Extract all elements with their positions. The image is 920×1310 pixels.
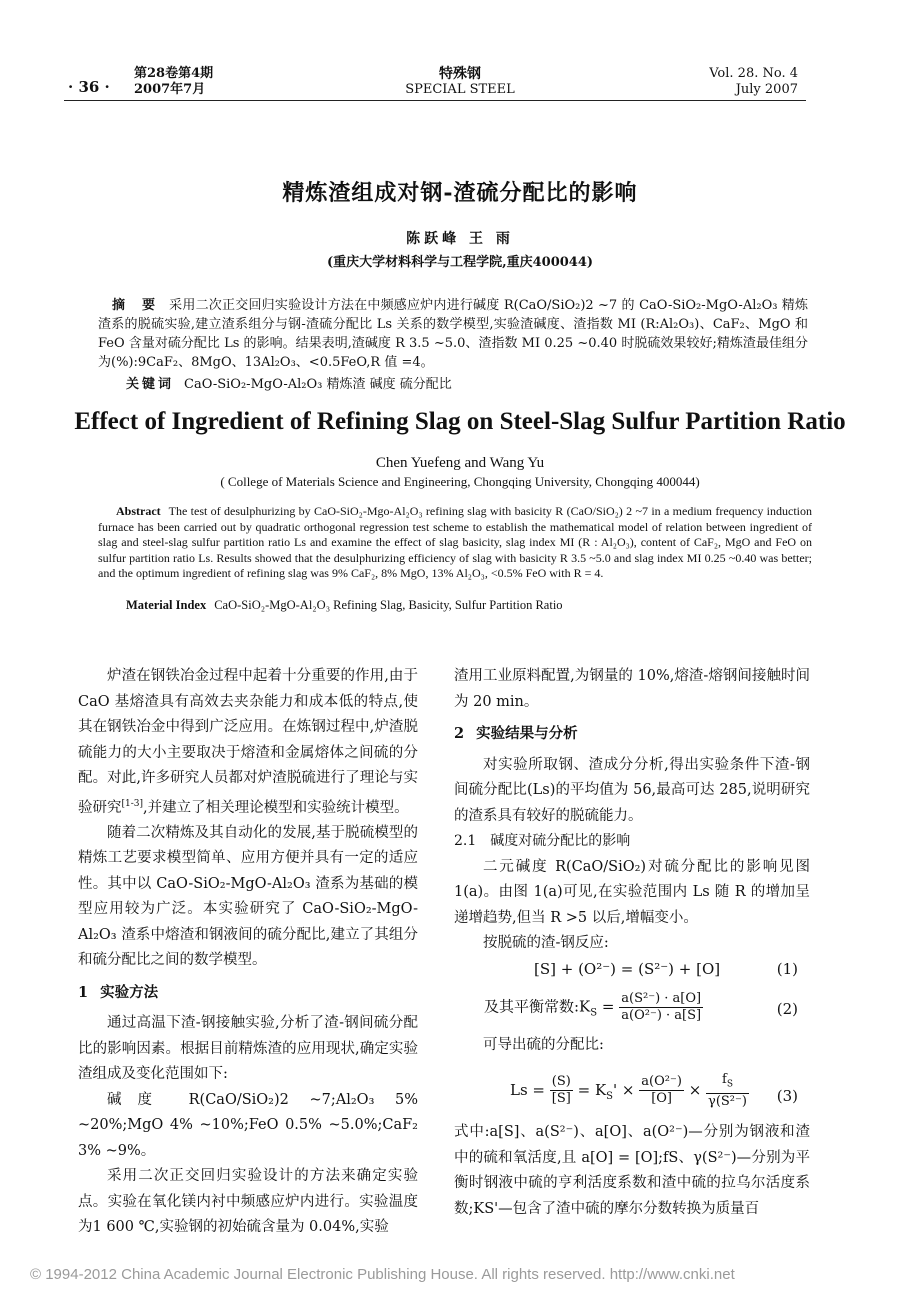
equation-3-number: (3) bbox=[776, 1087, 798, 1105]
copyright-footer: © 1994-2012 China Academic Journal Electronic Publishing House. All rights reserved. http://www.cnki.net bbox=[30, 1266, 735, 1283]
body-column-right bbox=[454, 664, 810, 1222]
paragraph: 炉渣在钢铁冶金过程中起着十分重要的作用,由于 CaO 基熔渣具有高效去夹杂能力和成本低的特点,使其在钢铁冶金中得到广泛应用。在炼钢过程中,炉渣脱硫能力的大小主要取决于熔渣和金属熔体之间硫的分配。对此,许多研究人员都对炉渣脱硫进行了理论与实验研究[1-3],并建立了相关理论模型和实验统计模型。 bbox=[78, 668, 418, 816]
equation-3-body: Ls = $\frac{(S)}{[S]}$ = $K_S'$ × $\frac{\text{a(O²⁻)}}{[O]}$ × $\frac{f_S}{\text{γ(S²⁻)}}$ bbox=[510, 1072, 747, 1109]
keywords-en-text: CaO-SiO₂-MgO-Al₂O₃ Refining Slag, Basicity, Sulfur Partition Ratio bbox=[214, 598, 563, 612]
keywords-cn-text: CaO-SiO₂-MgO-Al₂O₃ 精炼渣 碱度 硫分配比 bbox=[184, 377, 452, 392]
equation-1-body: [S] + (O²⁻) = (S²⁻) + [O] bbox=[534, 959, 721, 978]
equation-1 bbox=[454, 957, 810, 987]
volume-issue-cn: 第28卷第4期 bbox=[134, 66, 214, 81]
paragraph: 二元碱度 R(CaO/SiO₂)对硫分配比的影响见图 1(a)。由图 1(a)可见,在实验范围内 Ls 随 R 的增加呈递增趋势,但当 R >5 以后,增幅变小。 bbox=[454, 858, 810, 926]
keywords-en-label: Material Index bbox=[126, 598, 207, 612]
affiliation-cn: (重庆大学材料科学与工程学院,重庆400044) bbox=[326, 255, 594, 270]
journal-name-cn: 特殊钢 bbox=[439, 66, 481, 82]
equation-3 bbox=[454, 1064, 810, 1120]
authors-cn: 陈跃峰 王 雨 bbox=[406, 231, 514, 247]
paragraph: 按脱硫的渣-钢反应: bbox=[483, 935, 609, 951]
header-volume-en bbox=[709, 66, 798, 98]
section-heading-1: 1 实验方法 bbox=[78, 983, 159, 1001]
paragraph: 碱度 R(CaO/SiO₂)2 ~7;Al₂O₃ 5% ~20%;MgO 4% ~10%;FeO 0.5% ~5.0%;CaF₂ 3% ~9%。 bbox=[78, 1091, 418, 1159]
equation-2-body: 及其平衡常数$:K_S$ = $\frac{\text{a(S²⁻) · a[O]}}{\text{a(O²⁻) · a[S]}}$ bbox=[484, 990, 702, 1023]
paragraph: 可导出硫的分配比: bbox=[483, 1036, 604, 1053]
journal-name-en: SPECIAL STEEL bbox=[405, 82, 515, 97]
date-cn: 2007年7月 bbox=[134, 82, 206, 97]
article-title-en: Effect of Ingredient of Refining Slag on Steel-Slag Sulfur Partition Ratio bbox=[74, 408, 846, 435]
citation-ref[interactable]: [1-3] bbox=[121, 798, 144, 809]
abstract-en-label: Abstract bbox=[116, 504, 161, 518]
equation-2-number: (2) bbox=[776, 999, 798, 1018]
paragraph: 随着二次精炼及其自动化的发展,基于脱硫模型的精炼工艺要求模型简单、应用方便并具有一定的适应性。其中以 CaO-SiO₂-MgO-Al₂O₃ 渣系为基础的模型应用较为广泛。本实验研究了 CaO-SiO₂-MgO-Al₂O₃ 渣系中熔渣和钢液间的硫分配比,建立了其组分和硫分配比之间的数学模型。 bbox=[78, 824, 418, 969]
abstract-en-text: The test of desulphurizing by CaO-SiO₂-Mgo-Al₂O₃ refining slag with basicity R (CaO/SiO₂) 2 ~7 in a medium frequency induction furnace has been carried out by quadratic orthogonal regression test scheme to establish the mathematical model of relation between ingredient of slag and steel-slag sulfur partition ratio Ls and examine the effect of slag basicity, slag index MI (R : Al₂O₃), content of CaF₂, MgO and FeO on sulfur partition ratio Ls. Results showed that the desulphurizing efficiency of slag with basicity R 3.5 ~5.0 and slag index MI 0.25 ~0.40 was better; and the optimum ingredient of refining slag was 9% CaF₂, 8% MgO, 13% Al₂O₃, <0.5% FeO with R = 4. bbox=[98, 504, 812, 580]
abstract-cn bbox=[98, 296, 808, 372]
paragraph: 对实验所取钢、渣成分分析,得出实验条件下渣-钢间硫分配比(Ls)的平均值为 56,最高可达 285,说明研究的渣系具有较好的脱硫能力。 bbox=[454, 756, 810, 824]
paragraph: 式中:a[S]、a(S²⁻)、a[O]、a(O²⁻)—分别为钢液和渣中的硫和氧活度,且 a[O] = [O];fS、γ(S²⁻)—分别为平衡时钢液中硫的亨利活度系数和渣中硫的拉乌尔活度系数;KS'—包含了渣中硫的摩尔分数转换为质量百 bbox=[454, 1124, 810, 1217]
subsection-heading-2-1: 2.1 碱度对硫分配比的影响 bbox=[454, 833, 631, 849]
abstract-cn-text: 采用二次正交回归实验设计方法在中频感应炉内进行碱度 R(CaO/SiO₂)2 ~7 的 CaO-SiO₂-MgO-Al₂O₃ 精炼渣系的脱硫实验,建立渣系组分与钢-渣硫分配比 Ls 关系的数学模型,实验渣碱度、渣指数 MI (R:Al₂O₃)、CaF₂、MgO 和 FeO 含量对硫分配比 Ls 的影响。结果表明,渣碱度 R 3.5 ~5.0、渣指数 MI 0.25 ~0.40 时脱硫效果较好;精炼渣最佳组分为(%):9CaF₂、8MgO、13Al₂O₃、<0.5FeO,R 值 =4。 bbox=[98, 298, 809, 370]
header-volume-cn bbox=[134, 66, 213, 98]
keywords-cn-label: 关键词 bbox=[126, 377, 175, 392]
header-journal bbox=[360, 66, 560, 98]
abstract-cn-label: 摘 要 bbox=[112, 298, 162, 313]
affiliation-en: ( College of Materials Science and Engineering, Chongqing University, Chongqing 400044) bbox=[220, 474, 700, 489]
paragraph: 采用二次正交回归实验设计的方法来确定实验点。实验在氧化镁内衬中频感应炉内进行。实验温度为1 600 ℃,实验钢的初始硫含量为 0.04%,实验 bbox=[78, 1168, 418, 1236]
keywords-cn bbox=[126, 373, 452, 392]
authors-en: Chen Yuefeng and Wang Yu bbox=[375, 455, 545, 471]
volume-issue-en: Vol. 28. No. 4 bbox=[709, 66, 798, 81]
date-en: July 2007 bbox=[735, 82, 798, 97]
page-number: · 36 · bbox=[68, 78, 110, 96]
header-rule bbox=[64, 100, 806, 101]
abstract-en bbox=[98, 504, 812, 582]
equation-2-fraction: $\frac{\text{a(S²⁻) · a[O]}}{\text{a(O²⁻) · a[S]}}$ bbox=[621, 990, 702, 1023]
keywords-en bbox=[126, 598, 563, 613]
equation-1-number: (1) bbox=[776, 959, 798, 978]
body-column-left bbox=[78, 664, 418, 1241]
equation-2 bbox=[454, 987, 810, 1033]
paragraph: 通过高温下渣-钢接触实验,分析了渣-钢间硫分配比的影响因素。根据目前精炼渣的应用现状,确定实验渣组成及变化范围如下: bbox=[78, 1015, 418, 1083]
paragraph: 渣用工业原料配置,为钢量的 10%,熔渣-熔钢间接触时间为 20 min。 bbox=[454, 668, 810, 710]
article-title-cn: 精炼渣组成对钢-渣硫分配比的影响 bbox=[282, 180, 638, 206]
section-heading-2: 2 实验结果与分析 bbox=[454, 725, 578, 742]
